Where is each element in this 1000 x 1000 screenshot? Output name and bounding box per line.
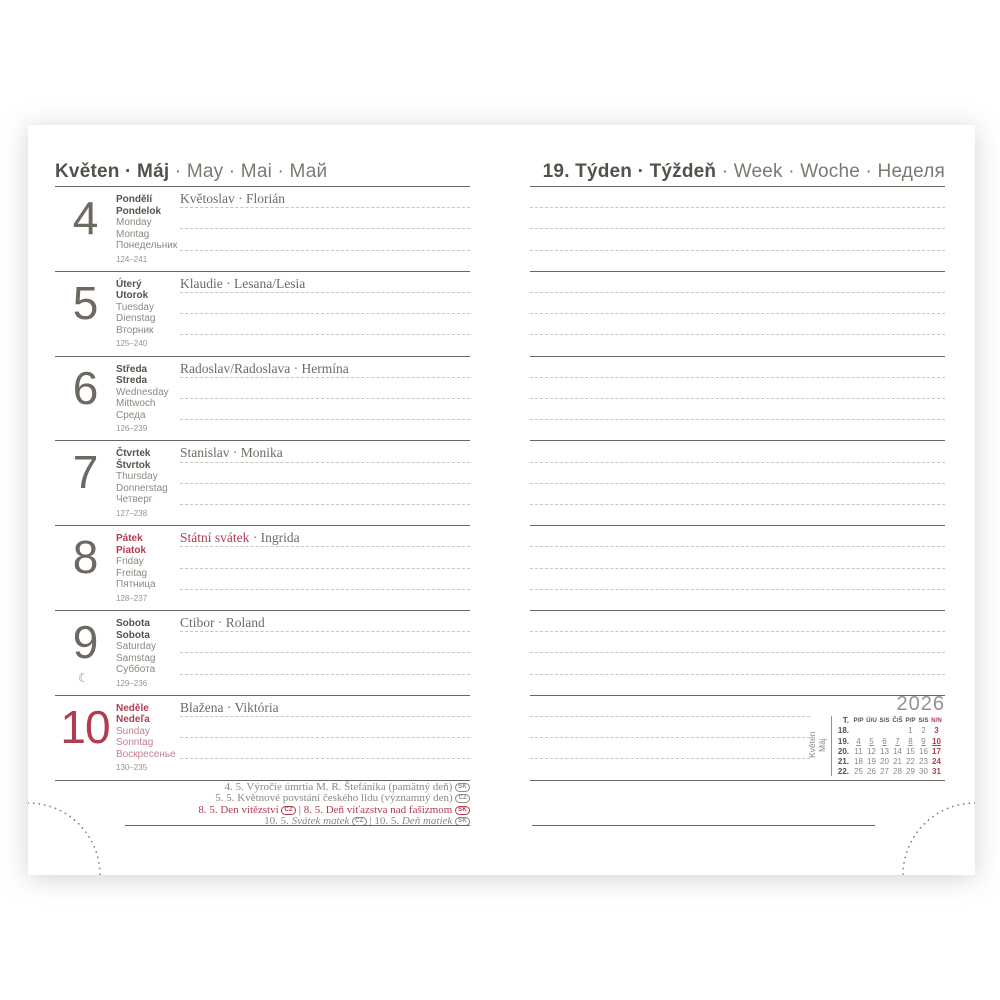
writing-line [530,377,945,378]
name-day-text: Klaudie · Lesana/Lesia [180,275,306,291]
calendar-divider [831,716,832,776]
calendar-day-cell: 24 [932,757,941,767]
day-label: 125–240 [116,339,148,349]
rule-heavy [55,356,470,357]
calendar-day-cell [865,726,878,736]
writing-line [530,398,945,399]
calendar-day-cell: 25 [854,767,863,777]
day-label: Sobota [116,629,150,641]
day-label: Utorok [116,290,149,302]
month-header-bold: Květen · Máj [55,161,170,182]
day-number: 7 [72,446,98,499]
day-label: Neděle [116,702,149,714]
calendar-day-cell: 20 [880,757,889,767]
name-day [180,445,283,461]
calendar-day-header: Č/Š [892,717,903,724]
writing-line [530,228,945,229]
calendar-day-cell: 1 [908,726,913,736]
day-label: Streda [116,375,148,387]
name-day-text: · Ingrida [249,530,300,546]
day-label: Středa [116,363,148,375]
calendar-day-cell: 23 [919,757,928,767]
calendar-day-header: N/N [931,717,942,724]
diary-spread [28,125,975,875]
country-badge: CZ [352,817,367,826]
day-labels [116,703,182,774]
writing-line [530,483,945,484]
calendar-day-cell: 8 [908,736,913,746]
day-labels [116,194,182,265]
day-label: Воскресенье [116,748,176,760]
calendar-day-cell: 16 [919,746,928,756]
calendar-day-cell: 15 [906,746,915,756]
calendar-week-number: 19. [837,736,849,746]
note-text: | 10. 5. [366,814,402,827]
day-labels [116,279,182,350]
calendar-day-cell: 31 [932,767,941,777]
name-day [180,361,349,377]
calendar-day-cell: 4 [856,736,861,746]
calendar-week-number: 20. [837,746,849,756]
note-text: Deň matiek [401,814,453,827]
day-number: 10 [60,700,110,753]
corner-perforation-arc [895,795,975,875]
calendar-day-cell: 17 [932,746,941,756]
writing-line [180,504,470,505]
day-label: Суббота [116,664,156,675]
writing-line [530,589,945,590]
calendar-day-cell: 6 [882,736,887,746]
writing-line [180,546,470,547]
day-label: Donnerstag [116,482,168,494]
calendar-day-cell: 5 [869,736,874,746]
day-number: 8 [72,531,98,584]
day-label: Mittwoch [116,398,156,410]
calendar-day-header: S/S [918,717,929,724]
calendar-day-header: P/P [853,717,864,724]
year-label: 2026 [896,693,945,715]
day-label: Pondělí [116,194,153,205]
name-day-text: Ctibor · Roland [180,615,265,630]
week-header [543,161,945,183]
day-label: Štvrtok [116,459,151,471]
name-day-text: Květoslav · Florián [180,191,285,206]
name-day [180,615,265,631]
month-header [55,161,327,183]
rule-heavy [532,825,875,826]
rule-heavy [125,825,470,826]
day-number: 5 [72,276,98,329]
calendar-day-cell: 28 [893,767,902,777]
day-labels [116,448,182,519]
calendar-month-vertical-label [807,716,827,774]
writing-line [530,758,810,759]
name-day-text: Blažena · Viktória [180,699,279,715]
calendar-day-cell: 7 [895,736,900,746]
calendar-day-cell: 3 [934,726,939,736]
writing-line [530,546,945,547]
day-label: Monday [116,217,152,228]
day-labels [116,533,182,604]
day-label: 129–236 [116,678,148,688]
rule-heavy [530,271,945,272]
day-label: Pátek [116,533,143,545]
calendar-day-header: Ú/U [866,717,877,724]
calendar-day-cell [878,726,891,736]
writing-line [530,737,810,738]
day-label: Piatok [116,544,147,556]
day-label: 127–238 [116,508,148,518]
day-label: Samstag [116,652,156,664]
name-day [180,530,300,546]
calendar-day-cell: 27 [880,767,889,777]
country-badge: CZ [455,794,470,803]
writing-line [180,334,470,335]
writing-line [180,589,470,590]
calendar-week-number: 22. [837,767,849,777]
day-label: Úterý [116,278,142,290]
holiday-notes [125,782,470,827]
writing-line [530,462,945,463]
day-label: 130–235 [116,763,148,773]
writing-line [180,398,470,399]
writing-line [530,674,945,675]
writing-line [530,334,945,335]
writing-line [180,652,470,653]
calendar-day-cell: 14 [893,746,902,756]
rule-heavy [530,610,945,611]
rule-heavy [55,271,470,272]
calendar-day-cell: 9 [921,736,926,746]
note-text: 10. 5. [264,814,292,827]
day-label: Friday [116,556,144,568]
day-label: Dienstag [116,313,156,325]
calendar-day-cell: 30 [919,767,928,777]
week-header-rest: · Week · Woche · Неделя [716,161,945,182]
writing-line [180,250,470,251]
day-label: Freitag [116,567,148,579]
calendar-week-number: 18. [837,726,849,736]
writing-line [180,483,470,484]
day-label: 124–241 [116,254,148,264]
day-label: Понедельник [116,240,178,251]
country-badge: SK [455,806,470,815]
day-label: Четверг [116,494,153,506]
day-label: Čtvrtek [116,448,151,460]
calendar-day-cell: 12 [867,746,876,756]
calendar-day-cell: 19 [867,757,876,767]
writing-line [180,737,470,738]
rule-heavy [530,695,945,696]
country-badge: SK [455,817,470,826]
name-day-text: Stanislav · Monika [180,445,283,461]
week-header-bold: 19. Týden · Týždeň [542,161,717,182]
writing-line [530,419,945,420]
calendar-month-cs: Květen [807,731,817,759]
rule-heavy [55,780,470,781]
calendar-day-header: P/P [905,717,916,724]
country-badge: SK [455,783,470,792]
day-labels [116,618,182,689]
calendar-grid [835,716,943,778]
name-day-text: Státní svátek [180,530,250,546]
calendar-day-cell: 10 [932,736,941,746]
writing-line [530,568,945,569]
day-label: Pondelok [116,205,162,217]
calendar-week-column-header: T. [842,716,849,725]
writing-line [530,631,945,632]
writing-line [180,313,470,314]
calendar-day-header: S/S [879,717,890,724]
writing-line [180,377,470,378]
name-day [180,191,285,207]
writing-line [530,250,945,251]
calendar-month-sk: Máj [817,738,827,752]
day-number: 9 [72,616,98,668]
writing-line [530,292,945,293]
rule-heavy [55,440,470,441]
calendar-day-cell: 13 [880,746,889,756]
day-label: Wednesday [116,386,169,398]
corner-perforation-arc [28,795,108,875]
day-label: Tuesday [116,301,154,313]
writing-line [180,228,470,229]
calendar-day-cell: 11 [854,746,863,756]
writing-line [180,716,470,717]
writing-line [180,292,470,293]
rule-heavy [55,186,470,187]
writing-line [180,758,470,759]
day-label: Montag [116,228,150,240]
day-label: Nedeľa [116,714,150,726]
mini-month-calendar [807,694,947,778]
calendar-day-cell [852,726,865,736]
writing-line [180,419,470,420]
writing-line [530,716,810,717]
note-text: | 8. 5. Deň víťazstva nad fašizmom [296,803,456,816]
note-text: 4. 5. Výročie úmrtia M. R. Štefánika (pamätný deň) [224,781,456,793]
calendar-day-cell: 2 [921,726,926,736]
day-label: 126–239 [116,424,148,434]
moon-phase-icon: ☾ [78,671,89,685]
calendar-week-number: 21. [837,757,849,767]
day-label: Sunday [116,725,150,737]
day-label: 128–237 [116,593,148,603]
writing-line [530,652,945,653]
rule-heavy [530,440,945,441]
writing-line [180,568,470,569]
rule-heavy [55,525,470,526]
writing-line [530,207,945,208]
writing-line [530,313,945,314]
note-text: 5. 5. Květnové povstání českého lidu (významný den) [215,792,456,805]
day-label: Среда [116,409,146,421]
rule-heavy [55,610,470,611]
name-day [180,700,279,716]
day-label: Thursday [116,471,158,483]
calendar-day-cell: 21 [893,757,902,767]
calendar-day-cell: 29 [906,767,915,777]
calendar-day-cell [891,726,904,736]
note-text: Svátek matek [291,814,350,827]
day-label: Вторник [116,324,154,336]
day-label: Saturday [116,641,157,652]
month-header-rest: · May · Mai · Май [169,161,328,182]
calendar-day-cell: 26 [867,767,876,777]
calendar-day-cell: 22 [906,757,915,767]
day-label: Sonntag [116,737,154,749]
name-day-text: Radoslav/Radoslava · Hermína [180,360,349,376]
note-text: 8. 5. Den vítězství [198,803,282,816]
writing-line [180,674,470,675]
rule-heavy [530,780,945,781]
rule-heavy [530,525,945,526]
calendar-day-cell: 18 [854,757,863,767]
rule-heavy [55,695,470,696]
day-number: 4 [72,192,98,244]
country-badge: CZ [281,806,296,815]
day-number: 6 [72,361,98,414]
day-labels [116,364,182,435]
rule-heavy [530,186,945,187]
name-day [180,276,305,292]
writing-line [180,462,470,463]
writing-line [180,207,470,208]
writing-line [180,631,470,632]
writing-line [530,504,945,505]
day-label: Пятница [116,579,156,591]
day-label: Sobota [116,618,150,629]
rule-heavy [530,356,945,357]
